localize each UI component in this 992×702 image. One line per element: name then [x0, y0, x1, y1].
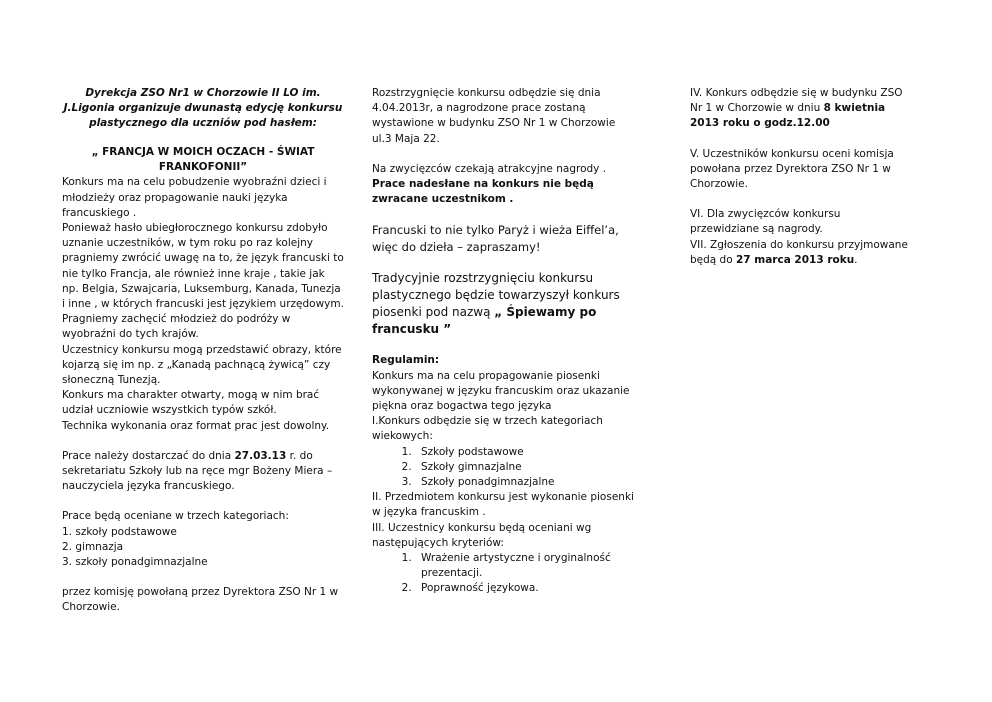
- song-contest-name: „ Śpiewamy po francusku ”: [372, 305, 597, 337]
- rules-title: [372, 353, 634, 368]
- rule-7-end: .: [854, 253, 858, 266]
- delivery-paragraph: [62, 449, 344, 495]
- rules-intro: Konkurs ma na celu propagowanie piosenki wykonywanej w języku francuskim oraz ukazanie piękna oraz bogactwa tego języka: [372, 369, 630, 413]
- rule-4-text: IV. Konkurs odbędzie się w budynku ZSO Nr 1 w Chorzowie w dniu: [690, 87, 903, 115]
- contest-title: „ FRANCJA W MOICH OCZACH - ŚWIAT FRANKOFONII”: [91, 146, 315, 174]
- rule-1: I.Konkurs odbędzie się w trzech kategoriach wiekowych:: [372, 415, 603, 443]
- age-categories-list: [372, 445, 634, 491]
- rule-5: V. Uczestników konkursu oceni komisja powołana przez Dyrektora ZSO Nr 1 w Chorzowie.: [690, 147, 894, 191]
- category-item: 1. szkoły podstawowe: [62, 525, 177, 538]
- column-right: [690, 86, 912, 268]
- age-category-item: 3. Szkoły ponadgimnazjalne: [415, 475, 634, 490]
- intro-paragraph: Konkurs ma na celu pobudzenie wyobraźni dzieci i młodzieży oraz propagowanie nauki języka francuskiego .: [62, 176, 327, 219]
- rules-title-text: Regulamin:: [372, 354, 440, 367]
- category-item: 3. szkoły ponadgimnazjalne: [62, 556, 208, 569]
- rule-6: VI. Dla zwycięzców konkursu przewidziane są nagrody.: [690, 208, 841, 236]
- category-item: 2. gimnazja: [62, 540, 124, 553]
- rule-7-text: VII. Zgłoszenia do konkursu przyjmowane będą do: [690, 238, 908, 266]
- prizes-paragraph: Na zwycięzców czekają atrakcyjne nagrody .: [372, 162, 607, 175]
- rule-4-date: 8 kwietnia 2013 roku o godz.12.00: [690, 102, 886, 130]
- rule-4: [690, 86, 912, 132]
- criteria-item: 2. Poprawność językowa.: [415, 581, 634, 596]
- rule-7: [690, 238, 912, 268]
- organizer-heading: Dyrekcja ZSO Nr1 w Chorzowie II LO im. J.Ligonia organizuje dwunastą edycję konkursu plastycznego dla uczniów pod hasłem:: [63, 87, 343, 129]
- criteria-list: [372, 551, 634, 597]
- song-contest-text: Tradycyjnie rozstrzygnięciu konkursu plastycznego będzie towarzyszył konkurs piosenki pod nazwą: [372, 271, 620, 320]
- column-left: [62, 86, 344, 616]
- categories-intro: Prace będą oceniane w trzech kategoriach:: [62, 510, 289, 523]
- rule-3: III. Uczestnicy konkursu będą oceniani wg następujących kryteriów:: [372, 521, 592, 549]
- theme-paragraph: Ponieważ hasło ubiegłorocznego konkursu zdobyło uznanie uczestników, w tym roku po raz kolejny pragniemy zwrócić uwagę na to, że język francuski to nie tylko Francja, ale również inne kraje , takie jak np. Belgia, Szwajcaria, Luksemburg, Kanada, Tunezja i inne , w których francuski jest językiem urzędowym.: [62, 222, 344, 311]
- rule-2: II. Przedmiotem konkursu jest wykonanie piosenki w języka francuskim .: [372, 491, 634, 519]
- age-category-item: 1. Szkoły podstawowe: [415, 445, 634, 460]
- column-middle: [372, 86, 634, 597]
- jury-paragraph: przez komisję powołaną przez Dyrektora ZSO Nr 1 w Chorzowie.: [62, 586, 339, 614]
- delivery-date: 27.03.13: [234, 449, 287, 462]
- participants-paragraph: Uczestnicy konkursu mogą przedstawić obrazy, które kojarzą się im np. z „Kanadą pachnącą żywicą” czy słoneczną Tunezją.: [62, 343, 342, 387]
- technique-paragraph: Technika wykonania oraz format prac jest dowolny.: [62, 419, 330, 432]
- no-return-paragraph: [372, 177, 634, 207]
- criteria-item: 1. Wrażenie artystyczne i oryginalność prezentacji.: [415, 551, 634, 581]
- results-paragraph: Rozstrzygnięcie konkursu odbędzie się dnia 4.04.2013r, a nagrodzone prace zostaną wystawione w budynku ZSO Nr 1 w Chorzowie ul.3 Maja 22.: [372, 87, 616, 145]
- open-contest-paragraph: Konkurs ma charakter otwarty, mogą w nim brać udział uczniowie wszystkich typów szkół.: [62, 389, 320, 417]
- delivery-text: Prace należy dostarczać do dnia: [62, 449, 235, 462]
- no-return-text: Prace nadesłane na konkurs nie będą zwracane uczestnikom .: [372, 178, 594, 206]
- invite-paragraph: Francuski to nie tylko Paryż i wieża Eiffel’a, więc do dzieła – zapraszamy!: [372, 223, 619, 254]
- categories-list: [62, 525, 344, 571]
- encourage-paragraph: Pragniemy zachęcić młodzież do podróży w wyobraźni do tych krajów.: [62, 313, 291, 341]
- age-category-item: 2. Szkoły gimnazjalne: [415, 460, 634, 475]
- delivery-text-end: r. do sekretariatu Szkoły lub na ręce mgr Bożeny Miera – nauczyciela języka francuskiego.: [62, 449, 333, 493]
- rule-7-date: 27 marca 2013 roku: [736, 253, 855, 266]
- song-contest-paragraph: [372, 270, 634, 338]
